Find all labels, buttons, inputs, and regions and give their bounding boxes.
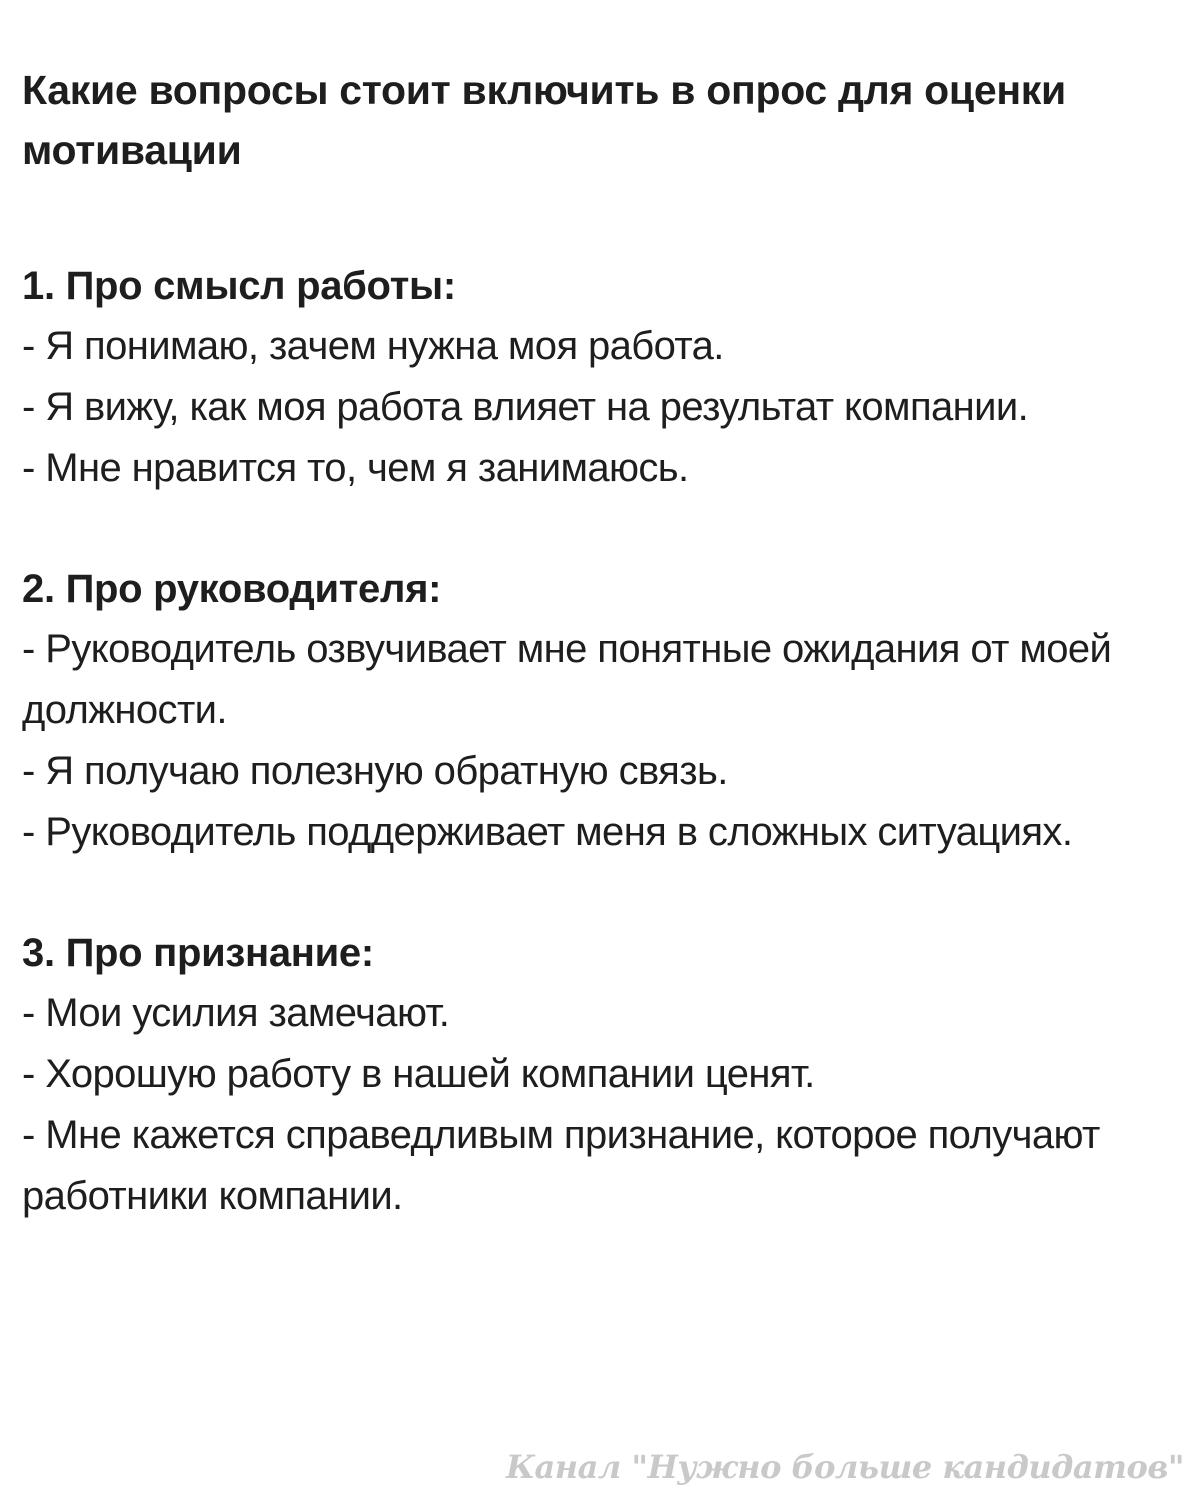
document-body xyxy=(22,60,1182,1227)
question-item: - Я понимаю, зачем нужна моя работа. xyxy=(22,324,724,368)
question-item: - Руководитель озвучивает мне понятные ожидания от моей должности. xyxy=(22,627,1112,732)
document-title: Какие вопросы стоит включить в опрос для оценки мотивации xyxy=(22,67,1066,173)
question-item: - Руководитель поддерживает меня в сложных ситуациях. xyxy=(22,810,1073,854)
section-heading: 2. Про руководителя: xyxy=(22,567,442,611)
question-item: - Хорошую работу в нашей компании ценят. xyxy=(22,1052,815,1096)
question-item: - Мне нравится то, чем я занимаюсь. xyxy=(22,446,689,490)
question-item: - Я получаю полезную обратную связь. xyxy=(22,749,728,793)
section-manager xyxy=(22,559,1182,863)
section-heading: 3. Про признание: xyxy=(22,931,374,975)
question-item: - Мои усилия замечают. xyxy=(22,991,450,1035)
question-item: - Мне кажется справедливым признание, которое получают работники компании. xyxy=(22,1113,1100,1218)
section-recognition xyxy=(22,923,1182,1227)
question-item: - Я вижу, как моя работа влияет на результат компании. xyxy=(22,385,1029,429)
section-heading: 1. Про смысл работы: xyxy=(22,264,456,308)
section-meaning-of-work xyxy=(22,256,1182,499)
channel-watermark: Канал "Нужно больше кандидатов" xyxy=(505,1448,1184,1486)
